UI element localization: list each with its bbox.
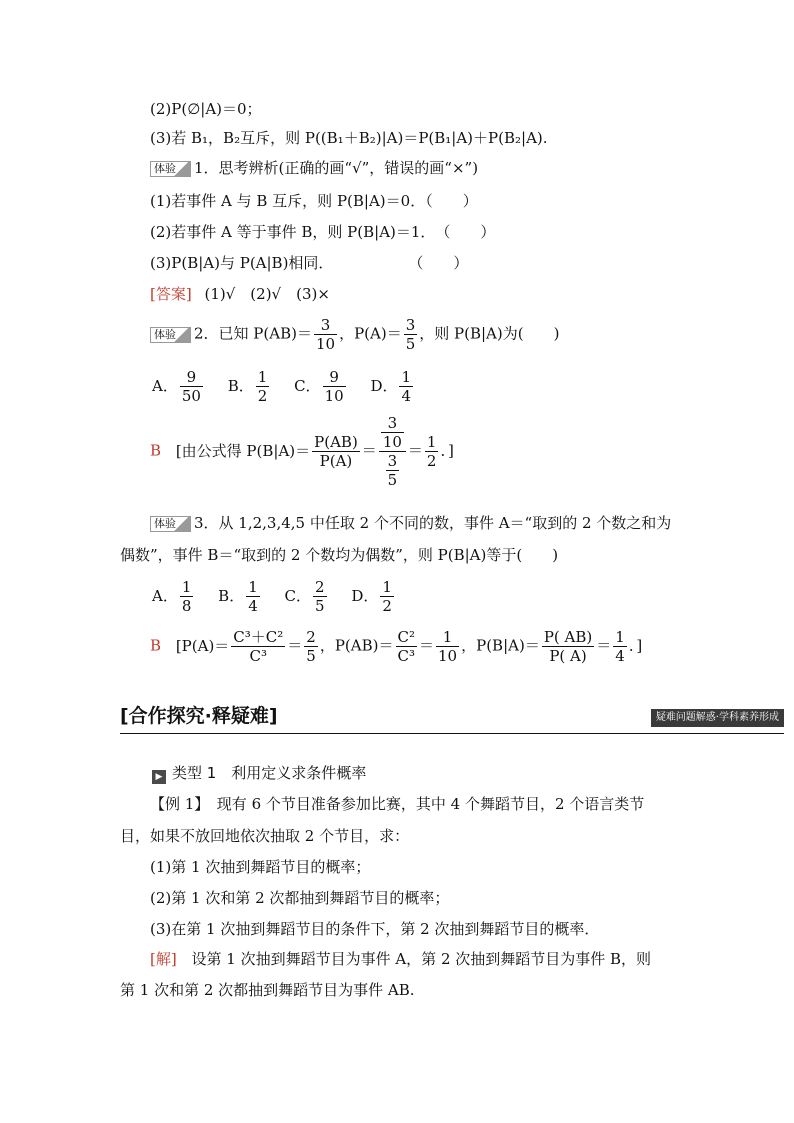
exercise-3-options [152,578,396,615]
fraction: $\frac{P(AB)}{P(A)}$ [314,433,358,470]
exercise-2-prefix: 2．已知 P(AB)＝ [194,324,312,343]
option-b: B． $\frac{1}{2}$ [227,368,268,405]
exercise-2-solution: B [由公式得 P(B|A)＝ $\frac{P(AB)}{P(A)}$ ＝ $\frac{\frac{3}{10}}{\frac{3}{5}}$ ＝ $\frac{1}{2}$ ．] [150,414,454,489]
option-c: C． $\frac{2}{5}$ [284,578,325,615]
example-1-q1: (1)第 1 次抽到舞蹈节目的概率； [150,858,371,876]
section-title: [合作探究·释疑难] [120,705,278,727]
exercise-1-text: 1．思考辨析(正确的画“√”，错误的画“×”) [194,159,479,177]
answer-label: [答案] [150,285,192,303]
solution-prefix: [由公式得 P(B|A)＝ [175,441,311,460]
exercise-1-q1: (1)若事件 A 与 B 互斥，则 P(B|A)＝0．（ ） [150,192,478,210]
type-1-heading [152,763,366,784]
exercise-3-solution: B [P(A)＝ $\frac{\text{C³＋C²}}{\text{C³}}$ ＝ $\frac{2}{5}$ ，P(AB)＝ $\frac{\text{C²}}{\text{C³}}$ ＝ $\frac{1}{10}$ ，P(B|A)＝ $\frac{P( AB)}{P( A)}$ ＝ $\frac{1}{4}$ ．] [150,628,643,665]
answer-letter: B [150,441,162,460]
option-d: D． $\frac{1}{2}$ [351,578,392,615]
frac-den: 5 [405,335,416,353]
option-a: A． $\frac{9}{50}$ [152,368,201,405]
example-1-solution-line2: 第 1 次和第 2 次都抽到舞蹈节目为事件 AB. [120,981,415,999]
property-3: (3)若 B₁，B₂互斥，则 P((B₁＋B₂)|A)＝P(B₁|A)＋P(B₂|A). [150,129,548,147]
frac-den: 10 [315,335,336,353]
type-1-label: 类型 1 利用定义求条件概率 [172,764,367,782]
example-1-line1: 【例 1】 现有 6 个节目准备参加比赛，其中 4 个舞蹈节目，2 个语言类节 [150,795,645,813]
exercise-1-q3: (3)P(B|A)与 P(A|B)相同． （ ） [150,254,469,272]
fraction [404,316,418,353]
tiyan-tag: 体验 [150,161,191,177]
fraction [314,316,337,353]
example-1-line2: 目，如果不放回地依次抽取 2 个节目，求： [120,827,410,845]
compound-fraction: $\frac{\frac{3}{10}}{\frac{3}{5}}$ [379,414,406,489]
section-header [120,703,784,734]
tiyan-tag: 体验 [150,327,191,343]
exercise-3-text: 3．从 1,2,3,4,5 中任取 2 个不同的数，事件 A＝“取到的 2 个数之和为 [194,514,672,532]
answer-letter: B [150,636,162,655]
exercise-2-mid: ，P(A)＝ [339,324,402,343]
exercise-2-title [150,316,559,353]
option-c: C． $\frac{9}{10}$ [294,368,344,405]
option-d: D． $\frac{1}{4}$ [370,368,412,405]
example-1-q2: (2)第 1 次和第 2 次都抽到舞蹈节目的概率； [150,889,450,907]
exercise-3-line1 [150,513,671,533]
exercise-1-q2: (2)若事件 A 等于事件 B，则 P(B|A)＝1． （ ） [150,223,496,241]
option-b: B． $\frac{1}{4}$ [218,578,258,615]
tiyan-tag: 体验 [150,516,191,532]
exercise-2-options [152,368,415,405]
solution-label: [解] [150,950,177,968]
section-tag: 疑难问题解惑·学科素养形成 [651,709,784,727]
property-2: (2)P(∅|A)＝0； [150,100,262,118]
example-1-solution-line1 [150,949,651,969]
exercise-1-answer [150,284,330,304]
option-a: A． $\frac{1}{8}$ [152,578,192,615]
play-icon: ▶ [152,770,166,784]
example-1-q3: (3)在第 1 次抽到舞蹈节目的条件下，第 2 次抽到舞蹈节目的概率． [150,920,600,938]
solution-text: 设第 1 次抽到舞蹈节目为事件 A，第 2 次抽到舞蹈节目为事件 B，则 [191,950,652,968]
fraction: $\frac{1}{2}$ [426,433,437,470]
exercise-3-line2: 偶数”，事件 B＝“取到的 2 个数均为偶数”，则 P(B|A)等于( ) [120,546,559,564]
exercise-2-suffix: ，则 P(B|A)为( ) [419,324,560,343]
frac-num: 3 [314,316,337,335]
answer-text: (1)√ (2)√ (3)× [204,285,330,303]
exercise-1-title [150,158,478,178]
frac-num: 3 [405,316,416,334]
